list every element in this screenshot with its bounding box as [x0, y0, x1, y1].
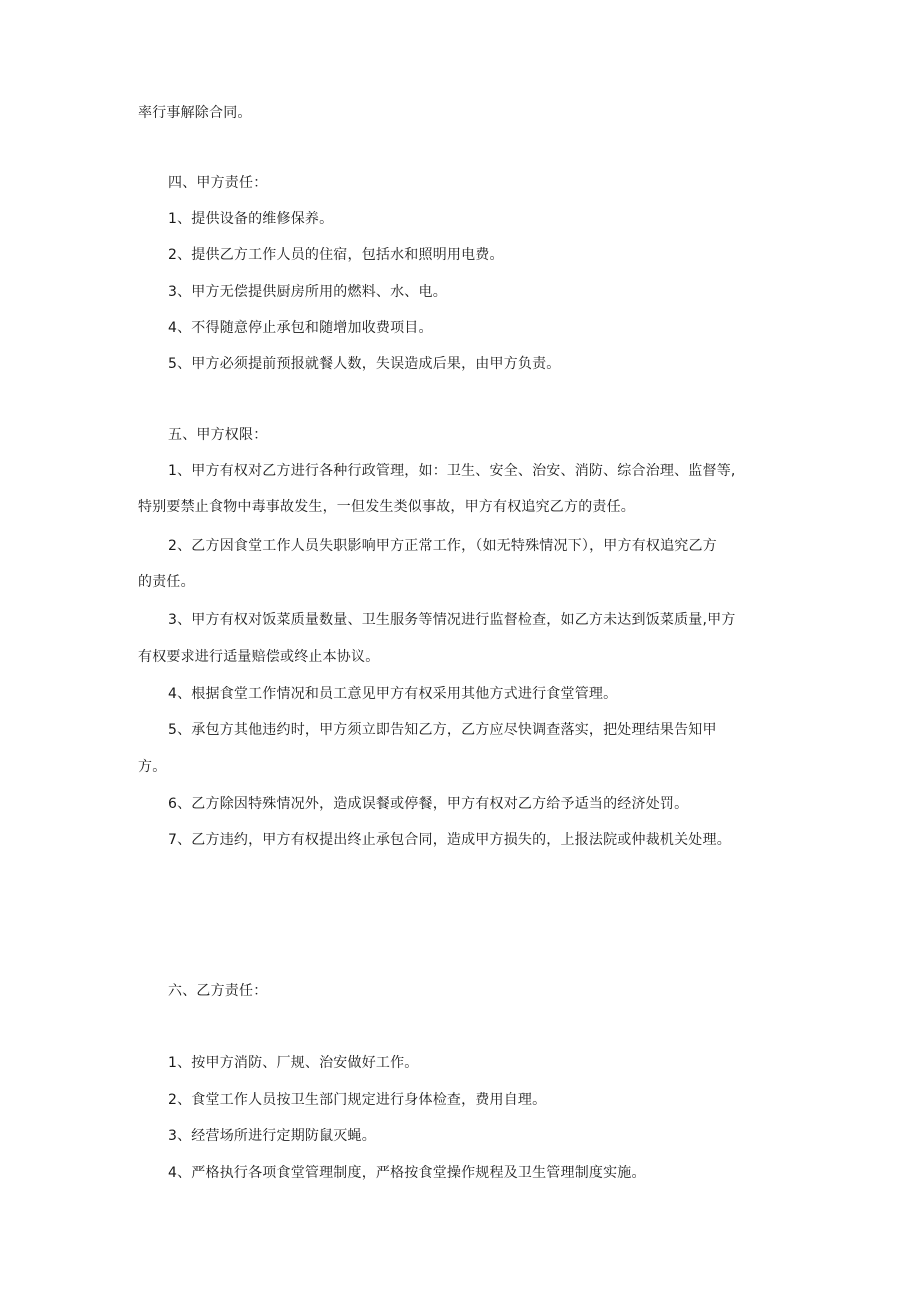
section-5-item-4: 4、根据食堂工作情况和员工意见甲方有权采用其他方式进行食堂管理。 — [168, 686, 618, 702]
section-6-item-3: 3、经营场所进行定期防鼠灭蝇。 — [168, 1128, 376, 1144]
section-5-item-7: 7、乙方违约，甲方有权提出终止承包合同，造成甲方损失的，上报法院或仲裁机关处理。 — [168, 832, 731, 848]
section-5-item-2: 2、乙方因食堂工作人员失职影响甲方正常工作，（如无特殊情况下），甲方有权追究乙方 — [168, 538, 717, 554]
section-5-item-5-continuation: 方。 — [138, 759, 167, 775]
section-4-item-5: 5、甲方必须提前预报就餐人数，失误造成后果，由甲方负责。 — [168, 356, 561, 372]
section-5-item-1-continuation: 特别要禁止食物中毒事故发生，一但发生类似事故，甲方有权追究乙方的责任。 — [138, 499, 635, 515]
section-4-item-3: 3、甲方无偿提供厨房所用的燃料、水、电。 — [168, 284, 447, 300]
section-5-item-5: 5、承包方其他违约时，甲方须立即告知乙方，乙方应尽快调查落实，把处理结果告知甲 — [168, 722, 717, 738]
section-5-item-2-continuation: 的责任。 — [138, 574, 195, 590]
section-5-heading: 五、甲方权限： — [168, 427, 268, 443]
section-5-item-6: 6、乙方除因特殊情况外，造成误餐或停餐，甲方有权对乙方给予适当的经济处罚。 — [168, 796, 689, 812]
section-4-item-4: 4、不得随意停止承包和随增加收费项目。 — [168, 320, 433, 336]
section-4-item-1: 1、提供设备的维修保养。 — [168, 211, 334, 227]
section-6-item-4: 4、严格执行各项食堂管理制度，严格按食堂操作规程及卫生管理制度实施。 — [168, 1165, 646, 1181]
section-5-item-3: 3、甲方有权对饭菜质量数量、卫生服务等情况进行监督检查，如乙方未达到饭菜质量,甲方 — [168, 612, 736, 628]
section-4-item-2: 2、提供乙方工作人员的住宿，包括水和照明用电费。 — [168, 247, 504, 263]
section-6-item-1: 1、按甲方消防、厂规、治安做好工作。 — [168, 1055, 419, 1071]
section-5-item-1: 1、甲方有权对乙方进行各种行政管理，如：卫生、安全、治安、消防、综合治理、监督等, — [168, 463, 736, 479]
section-6-heading: 六、乙方责任： — [168, 983, 268, 999]
section-6-item-2: 2、食堂工作人员按卫生部门规定进行身体检查，费用自理。 — [168, 1092, 547, 1108]
section-5-item-3-continuation: 有权要求进行适量赔偿或终止本协议。 — [138, 649, 380, 665]
section-4-heading: 四、甲方责任： — [168, 175, 268, 191]
opening-line: 率行事解除合同。 — [138, 105, 252, 121]
